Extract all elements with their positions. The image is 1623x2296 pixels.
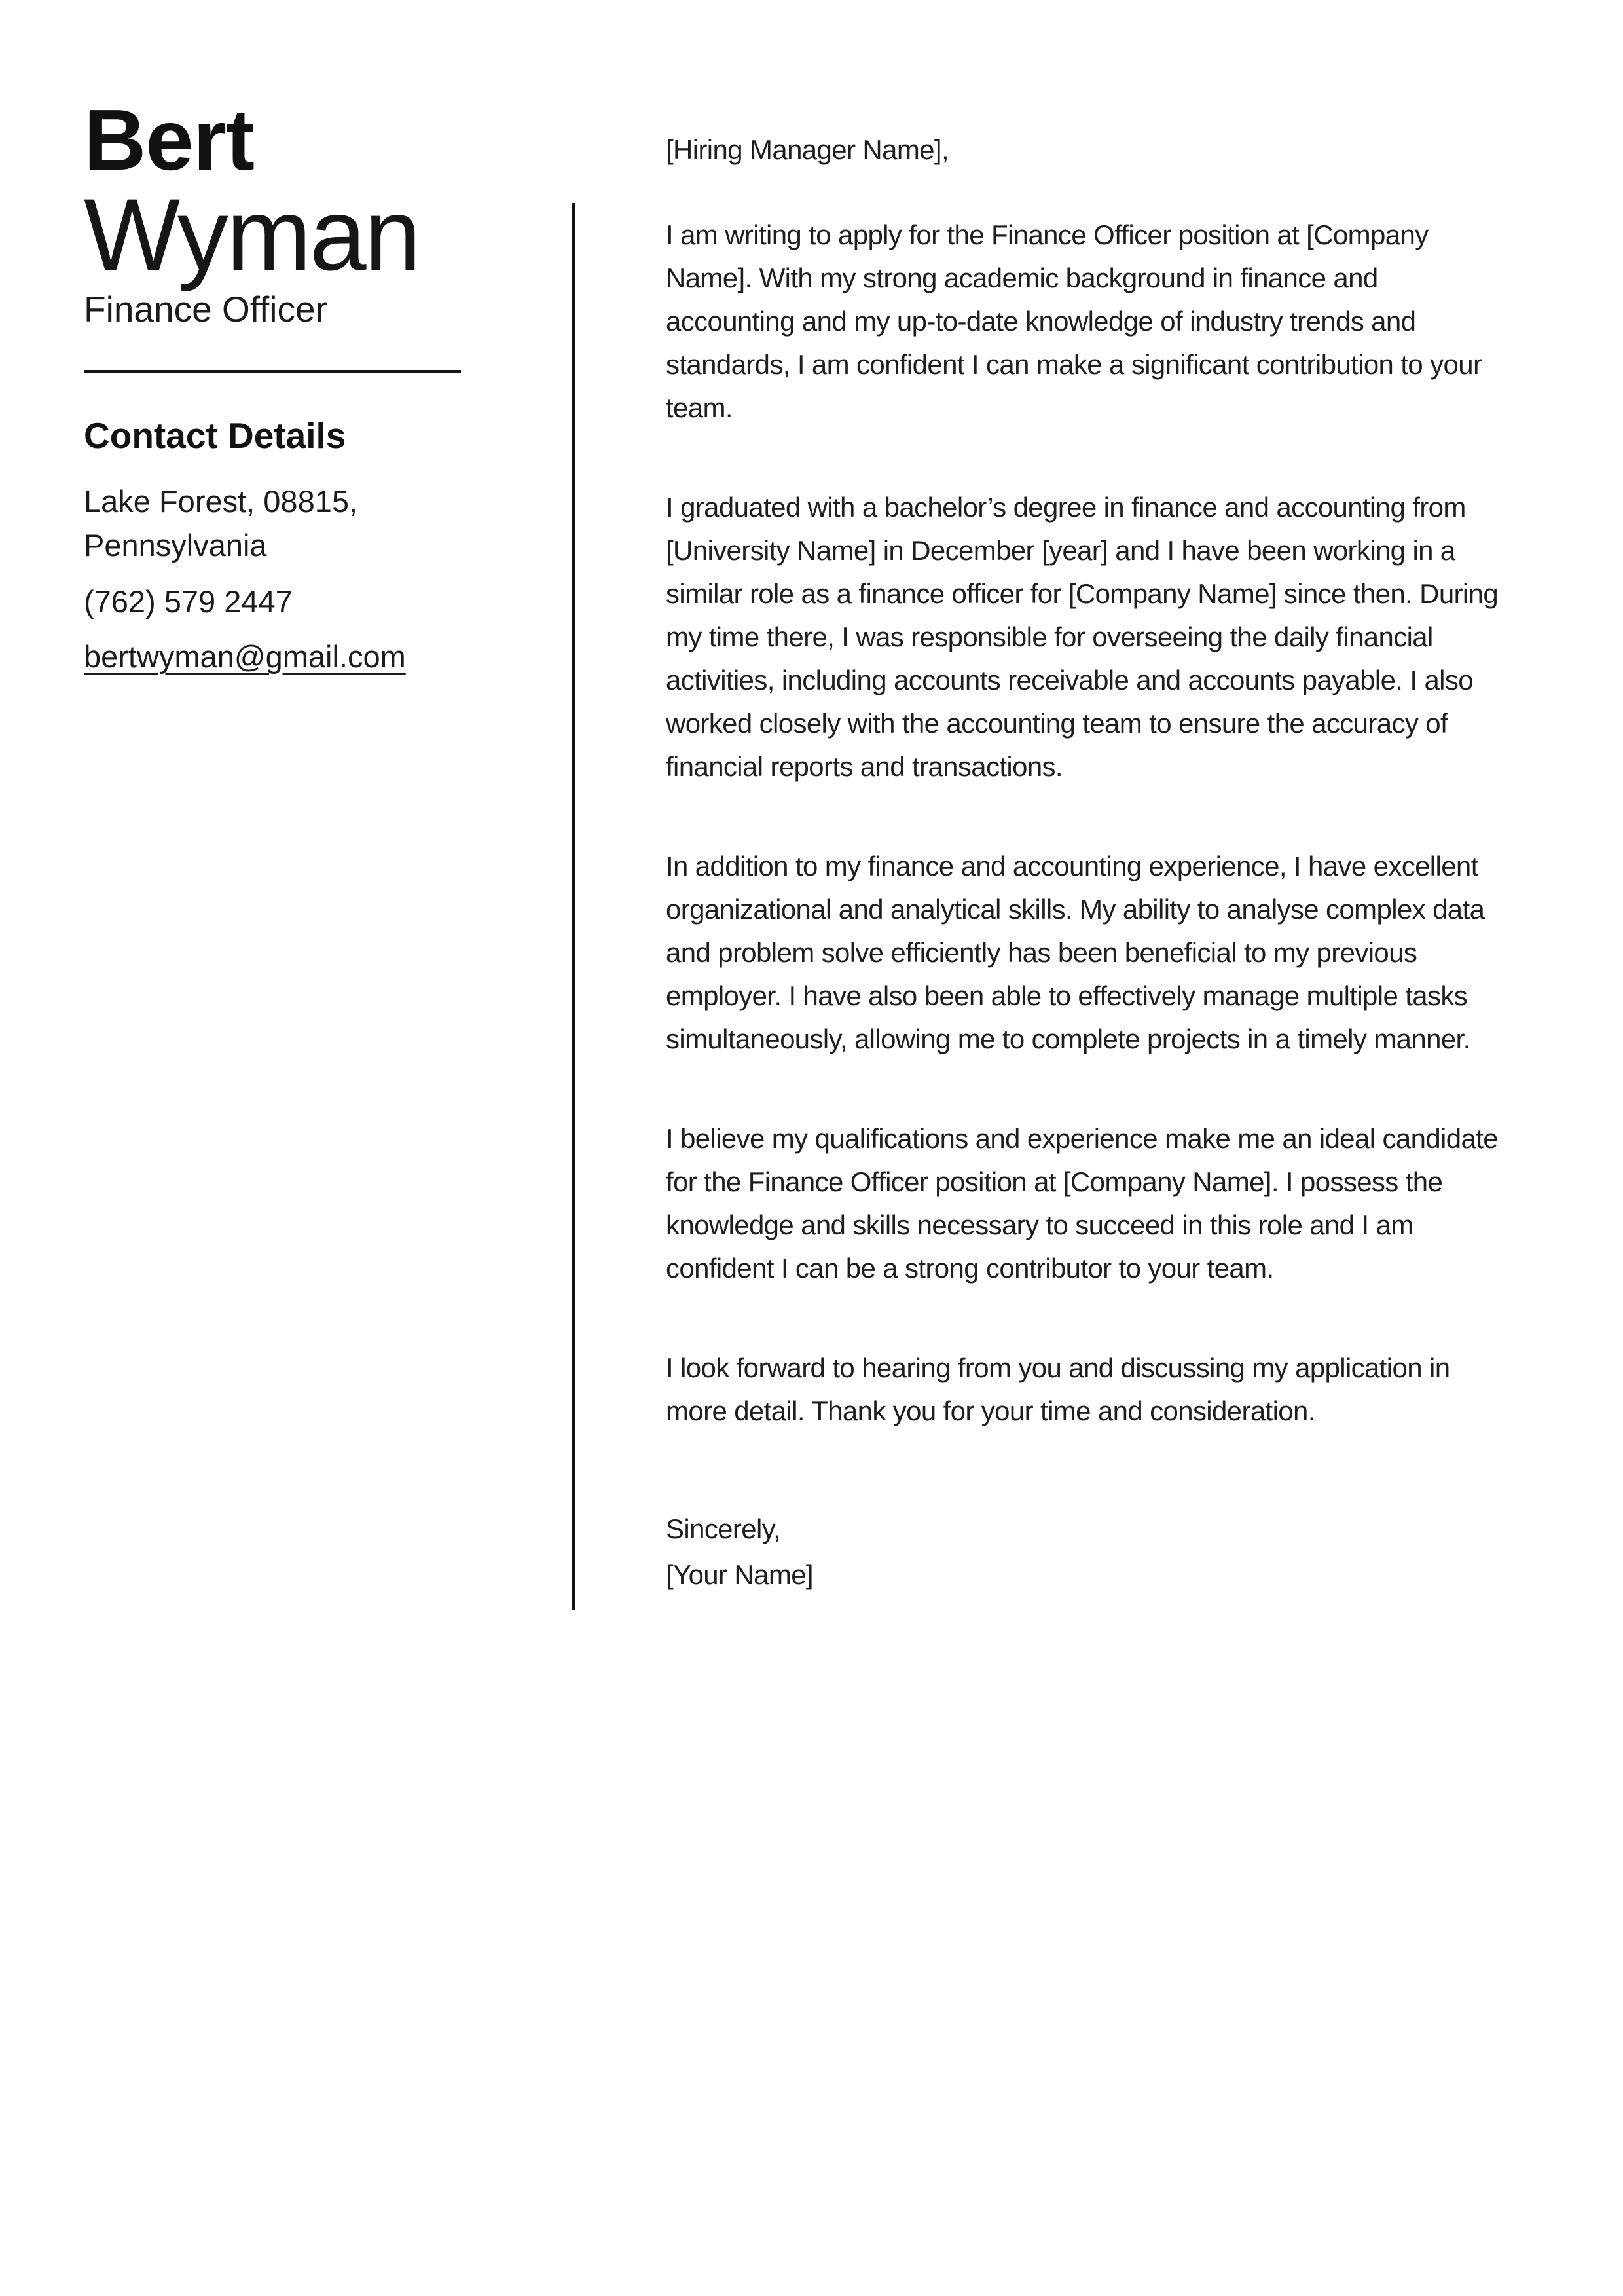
letter-paragraph: In addition to my finance and accounting experience, I have excellent organizational and analytical skills. My ability to analyse complex data and problem solve efficiently has been beneficial to my previous employer. I have also been able to effectively manage multiple tasks simultaneously, allowing me to complete projects in a timely manner. — [666, 851, 1485, 1054]
email-link[interactable]: bertwyman@gmail.com — [84, 639, 406, 674]
sidebar-divider — [84, 370, 461, 373]
letter-paragraph: I am writing to apply for the Finance Officer position at [Company Name]. With my strong academic background in finance and accounting and my up-to-date knowledge of industry trends and standards, I am confident I can make a significant contribution to your team. — [666, 219, 1482, 423]
signature-name: [Your Name] — [666, 1559, 813, 1590]
letter-paragraph: I look forward to hearing from you and discussing my application in more detail. Thank you for your time and consideration. — [666, 1352, 1450, 1426]
signoff — [666, 1506, 1505, 1598]
closing: Sincerely, — [666, 1513, 780, 1544]
phone-number: (762) 579 2447 — [84, 584, 293, 619]
sidebar — [0, 0, 498, 2296]
letter-paragraph: I believe my qualifications and experience make me an ideal candidate for the Finance Officer position at [Company Name]. I possess the knowledge and skills necessary to succeed in this role and I am confident I can be a strong contributor to your team. — [666, 1123, 1498, 1284]
job-title: Finance Officer — [84, 289, 327, 329]
address-line-1: Lake Forest, 08815, — [84, 484, 358, 519]
letter-paragraph: I graduated with a bachelor’s degree in finance and accounting from [University Name] in December [year] and I have been working in a similar role as a finance officer for [Company Name] since then. During my time there, I was responsible for overseeing the daily financial activities, including accounts receivable and accounts payable. I also worked closely with the accounting team to ensure the accuracy of financial reports and transactions. — [666, 492, 1499, 782]
letter-body — [572, 203, 1505, 1610]
contact-details-heading: Contact Details — [84, 415, 346, 456]
address-line-2: Pennsylvania — [84, 528, 267, 563]
salutation: [Hiring Manager Name], — [666, 134, 949, 165]
last-name: Wyman — [84, 178, 420, 292]
first-name: Bert — [84, 92, 255, 188]
